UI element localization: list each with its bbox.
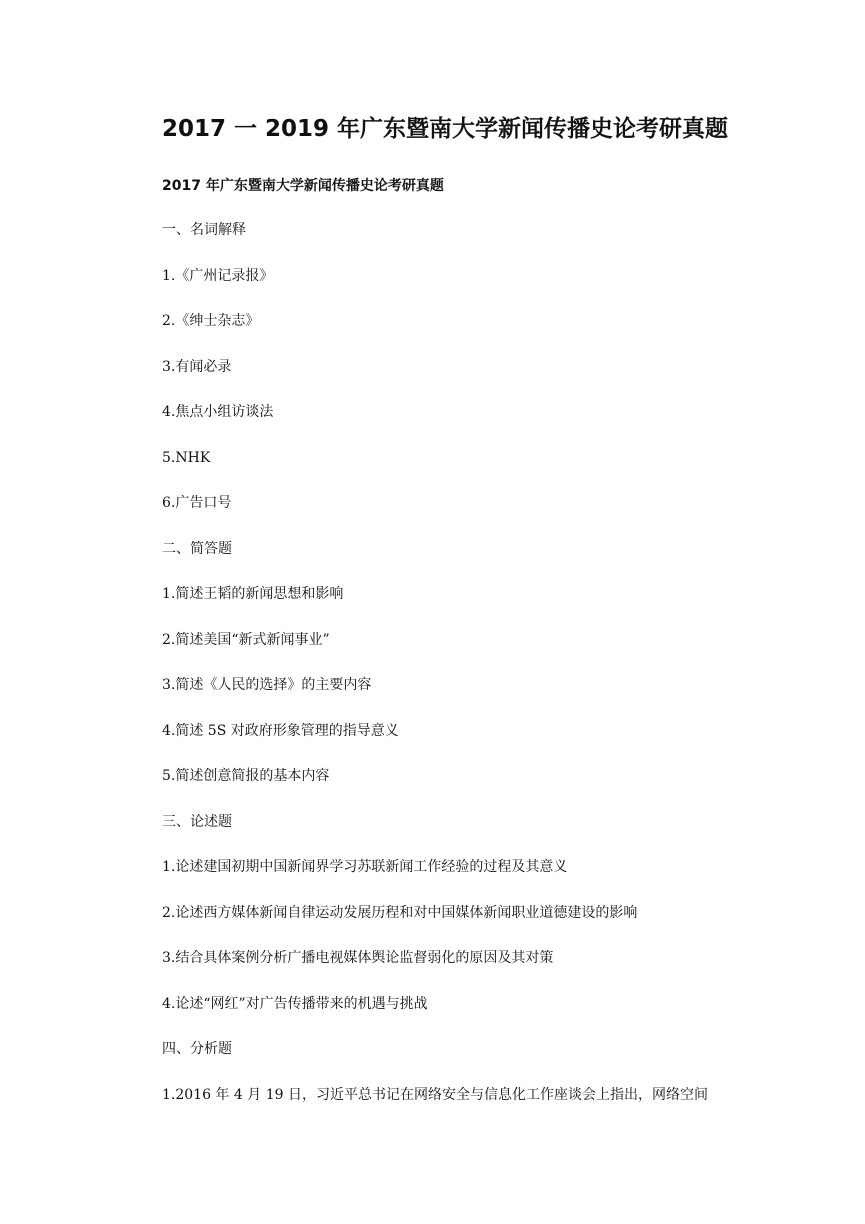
section-heading-essay: 三、论述题	[162, 814, 232, 830]
section-heading-short-answer: 二、简答题	[162, 541, 232, 557]
list-item: 2.论述西方媒体新闻自律运动发展历程和对中国媒体新闻职业道德建设的影响	[162, 905, 638, 921]
list-item: 1.论述建国初期中国新闻界学习苏联新闻工作经验的过程及其意义	[162, 859, 568, 875]
list-item: 4.简述 5S 对政府形象管理的指导意义	[162, 723, 399, 739]
list-item: 3.简述《人民的选择》的主要内容	[162, 677, 372, 693]
list-item: 5.简述创意简报的基本内容	[162, 768, 330, 784]
list-item: 1.简述王韬的新闻思想和影响	[162, 586, 344, 602]
list-item: 2.简述美国“新式新闻事业”	[162, 632, 330, 648]
list-item: 4.论述“网红”对广告传播带来的机遇与挑战	[162, 996, 428, 1012]
list-item: 1.2016 年 4 月 19 日，习近平总书记在网络安全与信息化工作座谈会上指出，网络空间	[162, 1087, 708, 1103]
list-item: 5.NHK	[162, 450, 211, 466]
list-item: 2.《绅士杂志》	[162, 313, 260, 329]
document-title: 2017 一 2019 年广东暨南大学新闻传播史论考研真题	[162, 116, 729, 142]
list-item: 3.有闻必录	[162, 359, 232, 375]
list-item: 4.焦点小组访谈法	[162, 404, 274, 420]
list-item: 6.广告口号	[162, 495, 232, 511]
list-item: 1.《广州记录报》	[162, 268, 274, 284]
section-heading-analysis: 四、分析题	[162, 1041, 232, 1057]
section-heading-terms: 一、名词解释	[162, 222, 246, 238]
exam-year-heading: 2017 年广东暨南大学新闻传播史论考研真题	[162, 178, 444, 194]
list-item: 3.结合具体案例分析广播电视媒体舆论监督弱化的原因及其对策	[162, 950, 554, 966]
